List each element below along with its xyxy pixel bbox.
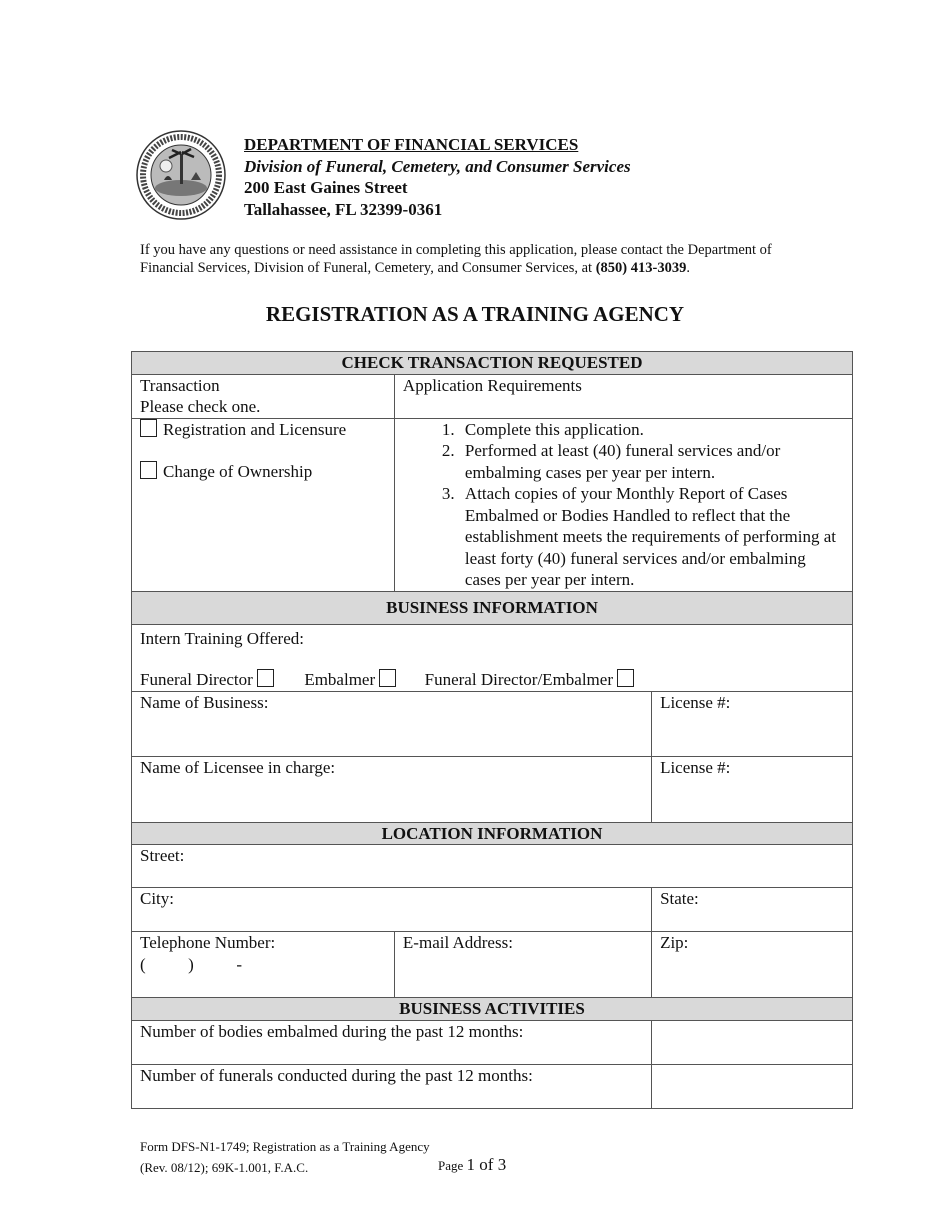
funerals-conducted-label: Number of funerals conducted during the past 12 months:	[140, 1065, 533, 1085]
bodies-embalmed-field[interactable]	[652, 1020, 853, 1064]
funeral-director-label: Funeral Director	[140, 670, 253, 689]
registration-label: Registration and Licensure	[163, 419, 347, 439]
funerals-conducted-label-cell	[132, 1064, 652, 1108]
business-license-field[interactable]	[652, 691, 853, 756]
licensee-license-label: License #:	[660, 757, 731, 777]
intro-paragraph	[140, 241, 820, 277]
business-name-label: Name of Business:	[140, 692, 269, 712]
requirement-item: 3. Attach copies of your Monthly Report of Cases Embalmed or Bodies Handled to reflect that the establishment meets the requirements of performing at least forty (40) funeral services and/or embalming cases per year per intern.	[459, 483, 844, 591]
page-word: Page	[438, 1158, 464, 1173]
transaction-options-cell	[132, 418, 395, 591]
intro-end: .	[686, 260, 690, 276]
business-license-label: License #:	[660, 692, 731, 712]
street-address: 200 East Gaines Street	[244, 178, 408, 197]
change-ownership-checkbox[interactable]	[140, 461, 157, 479]
funeral-director-embalmer-label: Funeral Director/Embalmer	[424, 670, 613, 689]
requirements-label: Application Requirements	[402, 375, 582, 395]
zip-field[interactable]	[652, 932, 853, 998]
option-registration[interactable]	[140, 419, 386, 441]
zip-label: Zip:	[660, 933, 689, 952]
application-form	[131, 351, 853, 1109]
agency-header	[244, 134, 631, 220]
section-header-activities: BUSINESS ACTIVITIES	[132, 998, 853, 1021]
division-name: Division of Funeral, Cemetery, and Consumer Services	[244, 156, 631, 176]
page-number	[438, 1155, 506, 1175]
intern-training-label: Intern Training Offered:	[140, 628, 304, 648]
requirements-list-cell	[394, 418, 852, 591]
licensee-license-field[interactable]	[652, 756, 853, 822]
contact-phone: (850) 413-3039	[595, 260, 687, 276]
requirements-list	[403, 419, 844, 591]
section-header-location: LOCATION INFORMATION	[132, 822, 853, 845]
embalmer-label: Embalmer	[304, 670, 376, 689]
form-revision: (Rev. 08/12); 69K-1.001, F.A.C.	[140, 1160, 309, 1175]
transaction-label-cell	[132, 374, 395, 418]
requirement-item: 2. Performed at least (40) funeral services and/or embalming cases per year per intern.	[459, 440, 844, 483]
page-count: 1 of 3	[466, 1155, 507, 1174]
telephone-field[interactable]	[132, 932, 395, 998]
section-header-transaction: CHECK TRANSACTION REQUESTED	[132, 352, 853, 375]
florida-state-seal	[136, 130, 226, 220]
option-change-ownership[interactable]	[140, 461, 386, 483]
intro-text: If you have any questions or need assistance in completing this application, please contact the Department of Financial Services, Division of Funeral, Cemetery, and Consumer Services, at	[140, 242, 772, 276]
telephone-label: Telephone Number:	[140, 933, 276, 952]
funerals-conducted-field[interactable]	[652, 1064, 853, 1108]
licensee-name-field[interactable]	[132, 756, 652, 822]
section-header-business: BUSINESS INFORMATION	[132, 591, 853, 624]
funeral-director-embalmer-checkbox[interactable]	[617, 669, 634, 687]
licensee-name-label: Name of Licensee in charge:	[140, 757, 336, 777]
registration-checkbox[interactable]	[140, 419, 157, 437]
please-check-label: Please check one.	[140, 397, 261, 416]
email-field[interactable]	[394, 932, 651, 998]
telephone-format: ( ) -	[140, 954, 242, 974]
form-id: Form DFS-N1-1749; Registration as a Training Agency	[140, 1139, 430, 1154]
form-footer	[140, 1136, 430, 1178]
state-label: State:	[660, 889, 699, 908]
street-label: Street:	[140, 846, 185, 865]
form-title: REGISTRATION AS A TRAINING AGENCY	[265, 302, 685, 326]
street-field[interactable]	[132, 845, 853, 888]
business-name-field[interactable]	[132, 691, 652, 756]
embalmer-checkbox[interactable]	[379, 669, 396, 687]
requirements-header-cell	[394, 374, 852, 418]
department-name: DEPARTMENT OF FINANCIAL SERVICES	[244, 135, 579, 154]
city-address: Tallahassee, FL 32399-0361	[244, 199, 443, 219]
intern-training-options	[140, 669, 844, 691]
city-field[interactable]	[132, 888, 652, 932]
transaction-label: Transaction	[140, 375, 220, 395]
email-label: E-mail Address:	[402, 933, 513, 952]
bodies-embalmed-label-cell	[132, 1020, 652, 1064]
funeral-director-checkbox[interactable]	[257, 669, 274, 687]
bodies-embalmed-label: Number of bodies embalmed during the past 12 months:	[140, 1021, 524, 1041]
intern-training-cell	[132, 624, 853, 691]
change-ownership-label: Change of Ownership	[163, 462, 313, 481]
state-field[interactable]	[652, 888, 853, 932]
city-label: City:	[140, 889, 175, 908]
requirement-item: 1. Complete this application.	[459, 419, 844, 441]
